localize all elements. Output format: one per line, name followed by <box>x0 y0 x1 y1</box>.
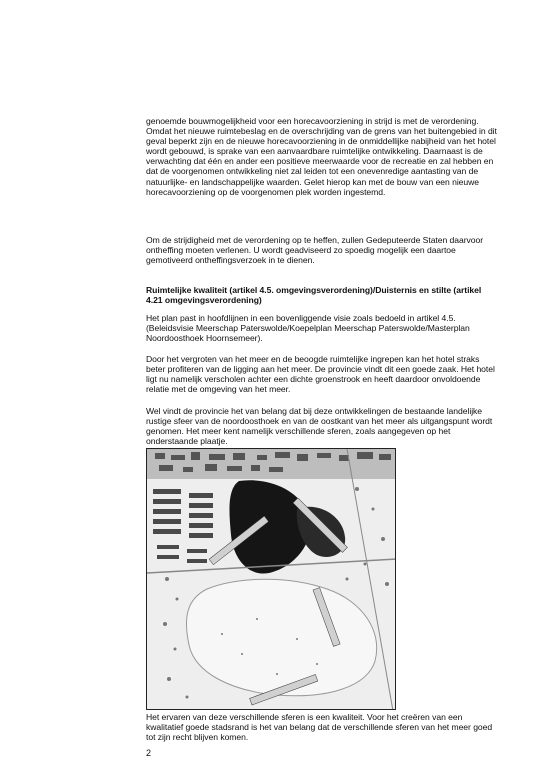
section-heading <box>146 285 498 305</box>
paragraph-text: Door het vergroten van het meer en de beoogde ruimtelijke ingrepen kan het hotel straks beter profiteren van de ligging aan het meer. De provincie vindt dit een goede zaak. Het hotel ligt nu namelijk verscholen achter een dichte groenstrook en heeft daardoor onvoldoende relatie met de omgeving van het meer. <box>146 354 495 395</box>
caption-text: Het ervaren van deze verschillende sferen is een kwaliteit. Voor het creëren van een kwalitatief goede stadsrand is het van belang dat de verschillende sferen van het meer goed tot zijn recht blijven komen. <box>146 712 493 743</box>
paragraph-vision <box>146 313 498 343</box>
paragraph-text: Wel vindt de provincie het van belang dat bij deze ontwikkelingen de bestaande landelijke rustige sfeer van de noordoosthoek en van de oostkant van het meer als uitgangspunt wordt genomen. Het meer kent namelijk verschillende sferen, zoals aangegeven op het onderstaande plaatje. <box>146 406 493 447</box>
paragraph-text: Het plan past in hoofdlijnen in een bovenliggende visie zoals bedoeld in artikel 4.5. (Beleidsvisie Meerschap Paterswolde/Koepelplan Meerschap Paterswolde/Masterplan Noordoosthoek Hoornsemeer). <box>146 313 470 344</box>
paragraph-hotel <box>146 354 498 394</box>
figure-caption <box>146 712 498 742</box>
aerial-map-image <box>146 448 396 710</box>
paragraph-text: Om de strijdigheid met de verordening op te heffen, zullen Gedeputeerde Staten daarvoor ontheffing moeten verlenen. U wordt geadviseerd zo spoedig mogelijk een daartoe gemotiveerd ontheffingsverzoek in te dienen. <box>146 235 484 266</box>
paragraph-exemption-request <box>146 235 498 265</box>
page-number: 2 <box>146 748 152 758</box>
aerial-map-graphic <box>147 449 396 710</box>
section-heading-text: Ruimtelijke kwaliteit (artikel 4.5. omgevingsverordening)/Duisternis en stilte (artikel 4.21 omgevingsverordening) <box>146 285 482 306</box>
paragraph-exemption-context <box>146 116 498 197</box>
paragraph-atmosphere <box>146 406 498 446</box>
paragraph-text: genoemde bouwmogelijkheid voor een horecavoorziening in strijd is met de verordening. Omdat het nieuwe ruimtebeslag en de overschrijding van de grens van het buitengebied in dit geval beperkt zijn en de nieuwe horecavoorziening in de onmiddellijke nabijheid van het hotel wordt gebouwd, is sprake van een aanvaardbare ruimtelijke ontwikkeling. Daarnaast is de verwachting dat één en ander een positieve meerwaarde voor de recreatie en zal hebben en dat de voorgenomen ontwikkeling niet zal leiden tot een onevenredige aantasting van de natuurlijke- en landschappelijke waarden. Gelet hierop kan met de bouw van een nieuwe horecavoorziening op de voorgenomen plek worden ingestemd. <box>146 116 497 197</box>
